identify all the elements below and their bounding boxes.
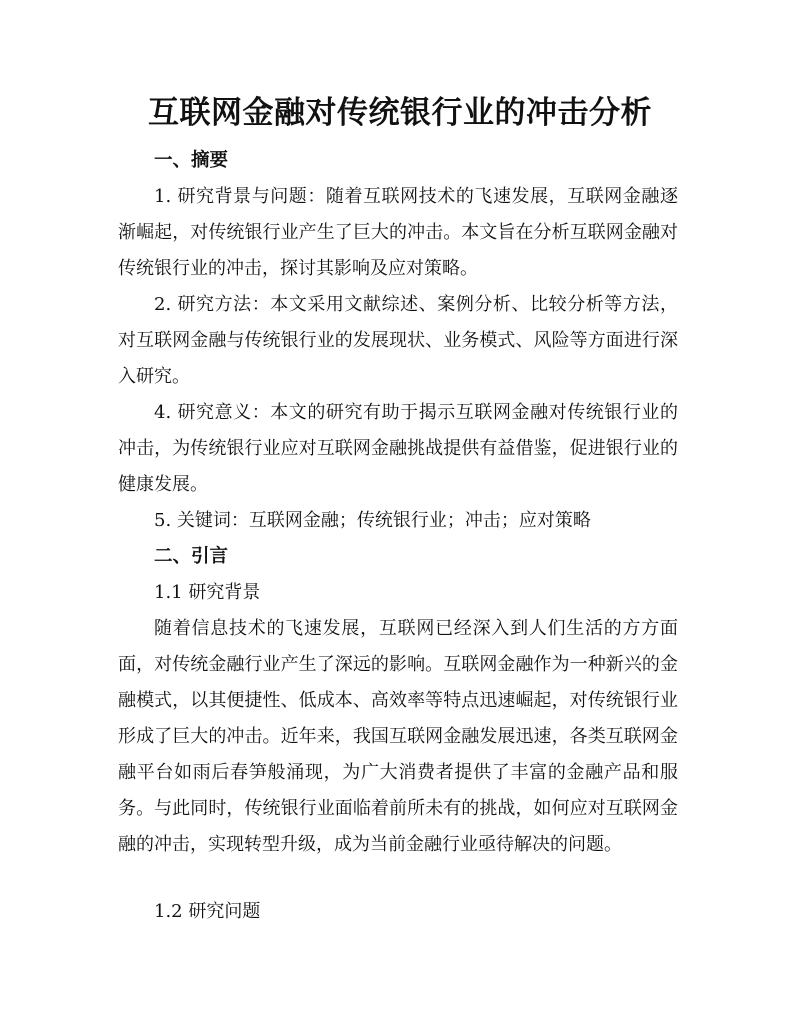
abstract-paragraph-method: 2. 研究方法：本文采用文献综述、案例分析、比较分析等方法，对互联网金融与传统银行业的发展现状、业务模式、风险等方面进行深入研究。 [118, 294, 678, 387]
subsection-heading-background: 1.1 研究背景 [154, 582, 261, 603]
page-title: 互联网金融对传统银行业的冲击分析 [148, 95, 652, 131]
abstract-paragraph-significance: 4. 研究意义：本文的研究有助于揭示互联网金融对传统银行业的冲击，为传统银行业应对互联网金融挑战提供有益借鉴，促进银行业的健康发展。 [118, 402, 678, 495]
section-heading-abstract: 一、摘要 [154, 150, 229, 171]
abstract-paragraph-background: 1. 研究背景与问题：随着互联网技术的飞速发展，互联网金融逐渐崛起，对传统银行业产生了巨大的冲击。本文旨在分析互联网金融对传统银行业的冲击，探讨其影响及应对策略。 [118, 186, 678, 279]
introduction-paragraph-background: 随着信息技术的飞速发展，互联网已经深入到人们生活的方方面面，对传统金融行业产生了深远的影响。互联网金融作为一种新兴的金融模式，以其便捷性、低成本、高效率等特点迅速崛起，对传统银行业形成了巨大的冲击。近年来，我国互联网金融发展迅速，各类互联网金融平台如雨后春笋般涌现，为广大消费者提供了丰富的金融产品和服务。与此同时，传统银行业面临着前所未有的挑战，如何应对互联网金融的冲击，实现转型升级，成为当前金融行业亟待解决的问题。 [118, 618, 678, 855]
abstract-keywords: 5. 关键词：互联网金融；传统银行业；冲击；应对策略 [154, 510, 591, 531]
section-heading-introduction: 二、引言 [154, 546, 229, 567]
subsection-heading-problem: 1.2 研究问题 [154, 901, 261, 922]
